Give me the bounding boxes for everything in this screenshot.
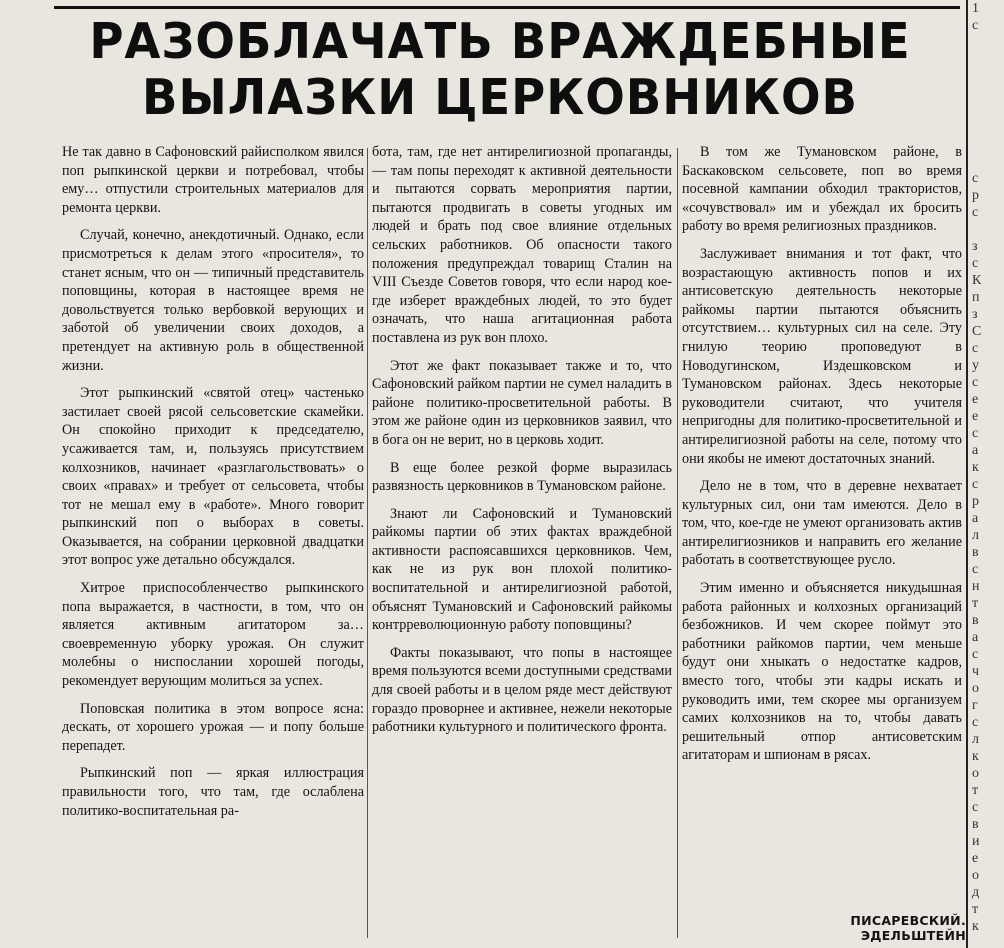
fragment-line (972, 34, 1004, 51)
headline (63, 14, 937, 126)
fragment-line: а (972, 511, 979, 526)
fragment-line: с (972, 205, 979, 220)
fragment-line (972, 68, 1004, 85)
fragment-line: в (972, 817, 979, 832)
fragment-line (972, 102, 1004, 119)
fragment-line: С (972, 324, 982, 339)
fragment-line: в (972, 613, 979, 628)
fragment-line: с (972, 375, 979, 390)
fragment-line: т (972, 596, 979, 611)
paragraph: Знают ли Сафоновский и Тумановский райкомы партии об этих фактах враждебной активности распоясавшихся церковников. Чем, как не из рук вон плохой политико-воспитательной и антирелигиозной работой, объяснят Тумановский и Сафоновский райкомы контрреволюционную работу поповщины? (372, 505, 672, 634)
paragraph: Этот же факт показывает также и то, что Сафоновский райком партии не сумел наладить в районе политико-просветительной работы. В этом же районе один из церковников заявил, что в бога он не верит, но в церковь ходит. (372, 357, 672, 448)
paragraph: В том же Тумановском районе, в Баскаковском сельсовете, поп во время посевной кампании обходил трактористов, «сочувствовал» им и убеждал их бросить работу во время религиозных праздников. (682, 144, 962, 235)
adjacent-column-fragment (972, 0, 1004, 948)
fragment-line: в (972, 545, 979, 560)
fragment-line: з (972, 239, 978, 254)
fragment-line: к (972, 919, 979, 934)
fragment-line (972, 85, 1004, 102)
fragment-line: т (972, 902, 979, 917)
article-column-2 (372, 143, 672, 943)
fragment-line: к (972, 749, 979, 764)
paragraph: Случай, конечно, анекдотичный. Однако, если присмотреться к делам этого «просителя», то станет ясным, что он — типичный представитель поповщины, которая в настоящее время не довольствуется только вербовкой верующих и заботой об увеличении своих доходов, а претендует на активную роль в общественной жизни. (62, 227, 364, 374)
fragment-line: с (972, 426, 979, 441)
headline-line-1: РАЗОБЛАЧАТЬ ВРАЖДЕБНЫЕ (89, 13, 911, 70)
paragraph: бота, там, где нет антирелигиозной пропаганды, — там попы переходят к активной деятельности и пытаются сорвать мероприятия партии, пытаются продвигать в советы угодных им людей и брать под свое влияние отдельных сельских работников. Об опасности такого положения предупреждал товарищ Сталин на VIII Съезде Советов говоря, что если народ кое-где изберет враждебных людей, то это будет означать, что наша агитационная работа поставлена из рук вон плохо. (372, 144, 672, 346)
fragment-line (972, 136, 1004, 153)
fragment-line: К (972, 273, 982, 288)
paragraph: Не так давно в Сафоновский райисполком явился поп рыпкинской церкви и потребовал, чтобы ему… отпустили строительных материалов для ремонта церкви. (62, 144, 364, 216)
fragment-line: т (972, 783, 979, 798)
fragment-line: о (972, 681, 979, 696)
fragment-line: е (972, 392, 979, 407)
fragment-line: к (972, 460, 979, 475)
fragment-line: с (972, 647, 979, 662)
fragment-line: р (972, 188, 979, 203)
fragment-line: н (972, 579, 980, 594)
paragraph: Заслуживает внимания и тот факт, что возрастающую активность попов и их антисоветскую деятельность некоторые райкомы партии пытаются объяснить отсутствием… культурных сил на селе. Эту гнилую теорию проповедуют в Новодугинском, Издешковском и Тумановском районах. Здесь некоторые руководители считают, что учителя непригодны для политико-просветительной и антирелигиозной работы на селе, потому что они якобы не имеют достаточных знаний. (682, 245, 962, 467)
headline-line-2: ВЫЛАЗКИ ЦЕРКОВНИКОВ (142, 69, 858, 126)
fragment-line: д (972, 885, 980, 900)
fragment-line: и (972, 834, 980, 849)
fragment-line: л (972, 528, 979, 543)
fragment-line: о (972, 868, 979, 883)
paragraph: Рыпкинский поп — яркая иллюстрация правильности того, что там, где ослаблена политико-воспитательная ра- (62, 765, 364, 819)
fragment-line: с (972, 18, 979, 33)
fragment-line: 1 (972, 1, 979, 16)
fragment-line: е (972, 409, 979, 424)
fragment-line: с (972, 562, 979, 577)
article-column-1 (62, 143, 364, 943)
fragment-line: п (972, 290, 980, 305)
fragment-line: с (972, 341, 979, 356)
fragment-line (972, 153, 1004, 170)
fragment-line: о (972, 766, 979, 781)
fragment-line: а (972, 443, 979, 458)
fragment-line: с (972, 715, 979, 730)
paragraph: Хитрое приспособленчество рыпкинского попа выражается, в частности, в том, что он является активным агитатором за… своевременную уборку урожая. Он служит молебны о ниспослании хорошей погоды, рекомендует верующим молиться за успех. (62, 580, 364, 690)
paragraph: Дело не в том, что в деревне нехватает культурных сил, они там имеются. Дело в том, что, кое-где не умеют организовать актив антирелигиозников и направить его желание работать в соответствующее русло. (682, 478, 962, 569)
fragment-line: с (972, 256, 979, 271)
fragment-line (972, 51, 1004, 68)
fragment-line (972, 221, 1004, 238)
column-divider (677, 148, 678, 938)
paragraph: Этот рыпкинский «святой отец» частенько застилает своей рясой сельсоветские скамейки. Он спокойно приходит к председателю, усаживается там, и, пользуясь присутствием колхозников, начинает «разглагольствовать» о своих «правах» и требует от сельсовета, чтобы тот не мешал ему в «работе». Много говорит рыпкинский поп о выборах в советы. Оказывается, на собрании церковной двадцатки этот вопрос уже детально обсуждался. (62, 385, 364, 569)
paragraph: В еще более резкой форме выразилась развязность церковников в Тумановском районе. (372, 459, 672, 495)
fragment-line: з (972, 307, 978, 322)
top-rule (54, 6, 960, 9)
fragment-line (972, 119, 1004, 136)
fragment-line: с (972, 477, 979, 492)
column-divider (367, 148, 368, 938)
fragment-line: л (972, 732, 979, 747)
author-signature: ПИСАРЕВСКИЙ. ЭДЕЛЬШТЕЙН (850, 913, 966, 943)
fragment-line: у (972, 358, 979, 373)
fragment-line: а (972, 630, 979, 645)
article-column-3 (682, 143, 962, 943)
fragment-line: с (972, 171, 979, 186)
fragment-line: ч (972, 664, 980, 679)
paragraph: Этим именно и объясняется никудышная работа районных и колхозных организаций безбожников. И чем скорее поймут это работники райкомов партии, чем меньше будут они хныкать о недостатке кадров, вместо того, чтобы эти кадры искать и руководить ими, тем скорее мы организуем самих колхозников на то, чтобы давать решительный отпор антисоветским агитаторам и шпионам в рясах. (682, 580, 962, 764)
page-edge-rule (966, 0, 968, 948)
paragraph: Поповская политика в этом вопросе ясна: дескать, от хорошего урожая — и попу больше перепадет. (62, 700, 364, 754)
fragment-line: г (972, 698, 978, 713)
fragment-line: р (972, 494, 979, 509)
fragment-line: е (972, 851, 979, 866)
fragment-line: с (972, 800, 979, 815)
paragraph: Факты показывают, что попы в настоящее время пользуются всеми доступными средствами для своей работы и в целом ряде мест действуют гораздо проворнее и активнее, нежели некоторые работники культурного и политического фронта. (372, 644, 672, 736)
